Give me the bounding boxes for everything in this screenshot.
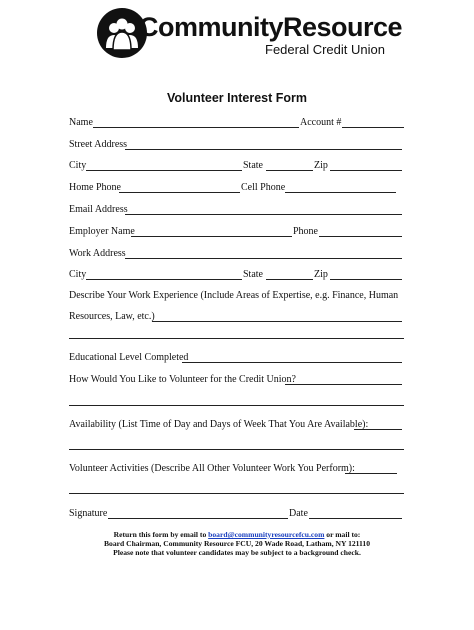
work-zip-label: Zip <box>314 269 328 280</box>
zip-field[interactable] <box>330 170 402 171</box>
state-label: State <box>243 160 263 171</box>
work-city-label: City <box>69 269 87 280</box>
education-field[interactable] <box>182 362 402 363</box>
home-phone-label: Home Phone <box>69 182 121 193</box>
work-city-field[interactable] <box>86 279 242 280</box>
footer-text-after: or mail to: <box>324 530 361 539</box>
experience-label: Describe Your Work Experience (Include Areas of Expertise, e.g. Finance, Human <box>69 290 399 301</box>
home-phone-field[interactable] <box>119 192 240 193</box>
city-row <box>69 160 404 174</box>
work-state-field[interactable] <box>266 279 313 280</box>
footer-line-2: Board Chairman, Community Resource FCU, 20 Wade Road, Latham, NY 121110 <box>103 539 371 548</box>
date-field[interactable] <box>309 518 402 519</box>
work-address-field[interactable] <box>125 258 402 259</box>
footer-email-link[interactable]: board@communityresourcefcu.com <box>208 530 325 539</box>
volunteer-how-label: How Would You Like to Volunteer for the Credit Union? <box>69 374 296 385</box>
signature-label: Signature <box>69 508 108 519</box>
employer-field[interactable] <box>131 236 292 237</box>
name-label: Name <box>69 117 93 128</box>
cell-phone-field[interactable] <box>285 192 396 193</box>
logo-subtitle: Federal Credit Union <box>265 42 385 57</box>
activities-field[interactable] <box>345 473 397 474</box>
email-label: Email Address <box>69 204 128 215</box>
email-field[interactable] <box>125 214 402 215</box>
volunteer-how-extra-line[interactable] <box>69 405 404 406</box>
street-row <box>69 139 404 153</box>
phone-label: Phone <box>293 226 318 237</box>
signature-field[interactable] <box>108 518 288 519</box>
phone-row <box>69 182 404 196</box>
date-label: Date <box>289 508 308 519</box>
work-state-label: State <box>243 269 263 280</box>
experience-row-1 <box>69 290 404 304</box>
signature-row <box>69 508 404 522</box>
name-row <box>69 117 404 131</box>
experience-label-cont: Resources, Law, etc.) <box>69 311 155 322</box>
zip-label: Zip <box>314 160 328 171</box>
experience-field[interactable] <box>152 321 402 322</box>
city-label: City <box>69 160 87 171</box>
email-row <box>69 204 404 218</box>
footer-line-3: Please note that volunteer candidates may be subject to a background check. <box>113 548 361 557</box>
state-field[interactable] <box>266 170 313 171</box>
employer-label: Employer Name <box>69 226 135 237</box>
education-label: Educational Level Completed <box>69 352 189 363</box>
education-row <box>69 352 404 366</box>
logo-name: CommunityResource <box>139 12 403 42</box>
availability-field[interactable] <box>354 429 402 430</box>
availability-label: Availability (List Time of Day and Days of Week That You Are Available): <box>69 419 369 430</box>
activities-label: Volunteer Activities (Describe All Other Volunteer Work You Perform): <box>69 463 355 474</box>
footer-text-before: Return this form by email to <box>113 530 209 539</box>
employer-row <box>69 226 404 240</box>
work-address-row <box>69 248 404 262</box>
street-label: Street Address <box>69 139 128 150</box>
form-title: Volunteer Interest Form <box>166 91 308 105</box>
volunteer-how-row <box>69 374 404 388</box>
availability-row <box>69 419 404 433</box>
city-field[interactable] <box>86 170 242 171</box>
name-field[interactable] <box>93 127 299 128</box>
account-field[interactable] <box>342 127 404 128</box>
work-city-row <box>69 269 404 283</box>
street-field[interactable] <box>125 149 402 150</box>
volunteer-how-field[interactable] <box>285 384 402 385</box>
activities-extra-line[interactable] <box>69 493 404 494</box>
activities-row <box>69 463 404 477</box>
experience-row-2 <box>69 311 404 325</box>
availability-extra-line[interactable] <box>69 449 404 450</box>
experience-extra-line[interactable] <box>69 338 404 339</box>
work-zip-field[interactable] <box>330 279 402 280</box>
cell-phone-label: Cell Phone <box>241 182 286 193</box>
work-address-label: Work Address <box>69 248 126 259</box>
account-label: Account # <box>300 117 342 128</box>
phone-field[interactable] <box>319 236 402 237</box>
